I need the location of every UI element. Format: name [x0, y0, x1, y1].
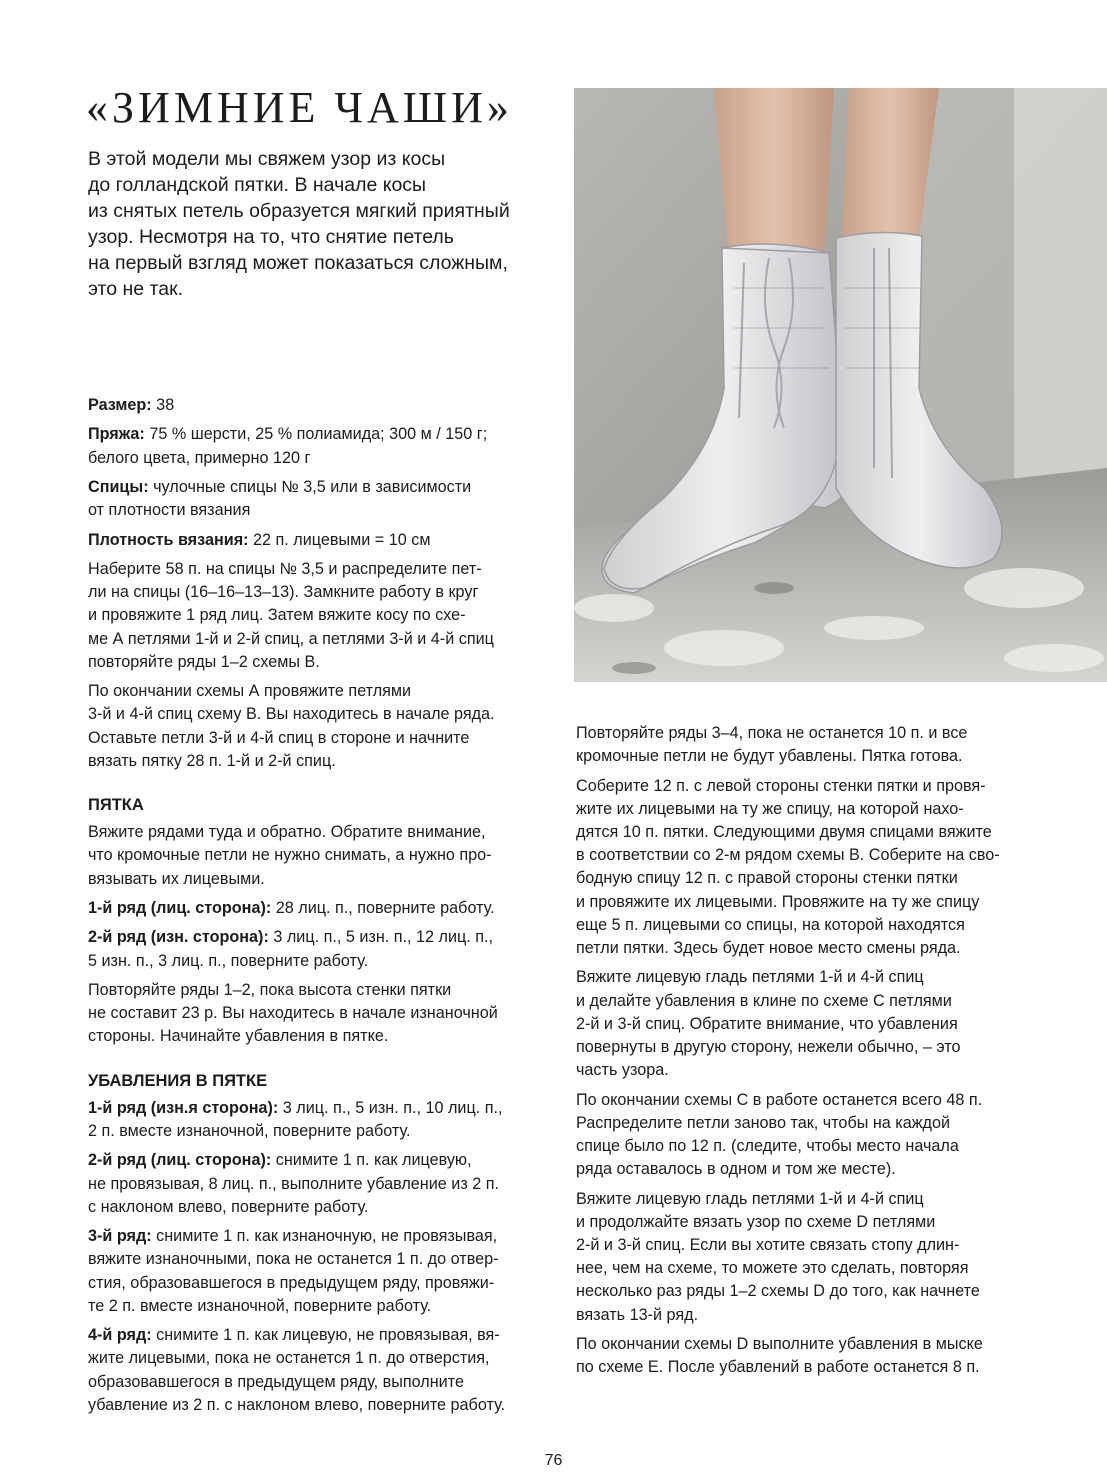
spec-value: 22 п. лицевыми = 10 см — [248, 530, 431, 549]
text-line: и провяжите их лицевыми. Провяжите на ту же спицу — [576, 892, 980, 911]
text-line: Повторяйте ряды 1–2, пока высота стенки пятки — [88, 980, 452, 999]
text-line: петли пятки. Здесь будет новое место смены ряда. — [576, 939, 961, 958]
heel-row-1 — [88, 897, 558, 920]
row-label: 1-й ряд (лиц. сторона): — [88, 898, 272, 917]
text-line: По окончании схемы А провяжите петлями — [88, 682, 412, 701]
intro-line: на первый взгляд может показаться сложным, — [88, 252, 508, 274]
paragraph — [576, 1188, 1036, 1327]
paragraph — [576, 1089, 1036, 1182]
text-line: По окончании схемы С в работе останется всего 48 п. — [576, 1090, 983, 1109]
spacer — [88, 779, 558, 793]
paragraph — [576, 1333, 1036, 1379]
row-text: стия, образовавшегося в предыдущем ряду, провяжи- — [88, 1273, 495, 1292]
decrease-row-1 — [88, 1097, 558, 1143]
row-text: убавление из 2 п. с наклоном влево, поверните работу. — [88, 1395, 506, 1414]
intro-line: это не так. — [88, 278, 184, 300]
row-text: образовавшегося в предыдущем ряду, выполните — [88, 1372, 464, 1391]
text-line: и продолжайте вязать узор по схеме D петлями — [576, 1212, 936, 1231]
text-line: Вяжите рядами туда и обратно. Обратите внимание, — [88, 823, 486, 842]
intro-line: узор. Несмотря на то, что снятие петель — [88, 226, 454, 248]
spec-value: 38 — [151, 396, 175, 414]
intro-line: до голландской пятки. В начале косы — [88, 174, 427, 196]
text-line: стороны. Начинайте убавления в пятке. — [88, 1027, 389, 1046]
row-text: вяжите изнаночными, пока не останется 1 п. до отвер- — [88, 1250, 499, 1269]
text-line: что кромочные петли не нужно снимать, а нужно про- — [88, 846, 492, 865]
text-line: не составит 23 р. Вы находитесь в начале изнаночной — [88, 1004, 498, 1023]
paragraph — [576, 966, 1036, 1082]
paragraph — [576, 722, 1036, 768]
text-line: по схеме Е. После убавлений в работе останется 8 п. — [576, 1358, 980, 1377]
spec-label: Размер: — [88, 396, 152, 414]
spec-yarn — [88, 423, 558, 469]
text-line: ли на спицы (16–16–13–13). Замкните работу в круг — [88, 583, 479, 602]
row-text: снимите 1 п. как лицевую, не провязывая, вя- — [151, 1326, 500, 1345]
row-text: жите лицевыми, пока не останется 1 п. до отверстия, — [88, 1349, 490, 1368]
text-line: ряда оставалось в одном и том же месте). — [576, 1160, 896, 1179]
row-text: 28 лиц. п., поверните работу. — [271, 898, 495, 917]
decrease-row-2 — [88, 1149, 558, 1219]
text-line: часть узора. — [576, 1061, 669, 1080]
row-text: с наклоном влево, поверните работу. — [88, 1197, 369, 1216]
text-line: в соответствии со 2-м рядом схемы В. Соберите на сво- — [576, 846, 1000, 865]
text-line: Соберите 12 п. с левой стороны стенки пятки и провя- — [576, 776, 986, 795]
text-line: и делайте убавления в клине по схеме С петлями — [576, 991, 952, 1010]
row-text: 3 лиц. п., 5 изн. п., 10 лиц. п., — [278, 1098, 503, 1117]
text-line: Распределите петли заново так, чтобы на каждой — [576, 1113, 951, 1132]
row-text: 5 изн. п., 3 лиц. п., поверните работу. — [88, 951, 369, 970]
spec-label: Пряжа: — [88, 425, 145, 444]
intro-line: В этой модели мы свяжем узор из косы — [88, 148, 446, 170]
row-text: 2 п. вместе изнаночной, поверните работу. — [88, 1121, 411, 1140]
text-line: еще 5 п. лицевыми со спицы, на которой находятся — [576, 915, 965, 934]
text-line: вязать 13-й ряд. — [576, 1305, 699, 1324]
row-text: те 2 п. вместе изнаночной, поверните работу. — [88, 1296, 432, 1315]
paragraph — [88, 979, 558, 1049]
row-label: 1-й ряд (изн.я сторона): — [88, 1098, 279, 1117]
spec-label: Спицы: — [88, 477, 149, 496]
text-line: 2-й и 3-й спиц. Обратите внимание, что убавления — [576, 1014, 958, 1033]
paragraph — [576, 775, 1036, 961]
decrease-row-3 — [88, 1225, 558, 1318]
row-label: 4-й ряд: — [88, 1326, 152, 1345]
row-text: 3 лиц. п., 5 изн. п., 12 лиц. п., — [268, 928, 494, 947]
text-line: вязать пятку 28 п. 1-й и 2-й спиц. — [88, 751, 336, 770]
text-line: нее, чем на схеме, то можете это сделать, повторяя — [576, 1259, 969, 1278]
text-line: кромочные петли не будут убавлены. Пятка готова. — [576, 747, 963, 766]
paragraph — [88, 680, 558, 773]
text-line: вязывать их лицевыми. — [88, 869, 265, 888]
spec-label: Плотность вязания: — [88, 530, 249, 549]
decrease-row-4 — [88, 1324, 558, 1417]
text-line: ме А петлями 1-й и 2-й спиц, а петлями 3-й и 4-й спиц — [88, 629, 494, 648]
paragraph — [88, 558, 558, 674]
spec-value: чулочные спицы № 3,5 или в зависимости — [148, 477, 472, 496]
spec-value: от плотности вязания — [88, 501, 251, 520]
text-line: 3-й и 4-й спиц схему В. Вы находитесь в начале ряда. — [88, 705, 495, 724]
intro-line: из снятых петель образуется мягкий приятный — [88, 200, 510, 222]
text-line: жите их лицевыми на ту же спицу, на которой нахо- — [576, 799, 964, 818]
knitted-socks-photo — [574, 88, 1107, 682]
text-line: 2-й и 3-й спиц. Если вы хотите связать стопу длин- — [576, 1236, 960, 1255]
row-text: снимите 1 п. как лицевую, — [271, 1151, 472, 1170]
text-line: По окончании схемы D выполните убавления в мыске — [576, 1335, 983, 1354]
row-label: 3-й ряд: — [88, 1227, 152, 1246]
text-line: дятся 10 п. пятки. Следующими двумя спицами вяжите — [576, 823, 992, 841]
row-label: 2-й ряд (лиц. сторона): — [88, 1151, 272, 1170]
row-label: 2-й ряд (изн. сторона): — [88, 928, 269, 947]
section-heading-heel: ПЯТКА — [88, 796, 144, 815]
paragraph — [88, 821, 558, 891]
heel-row-2 — [88, 926, 558, 972]
text-line: и провяжите 1 ряд лиц. Затем вяжите косу по схе- — [88, 606, 466, 625]
text-line: Наберите 58 п. на спицы № 3,5 и распределите пет- — [88, 559, 482, 578]
text-line: повернуты в другую сторону, нежели обычно, – это — [576, 1038, 961, 1057]
spec-gauge — [88, 529, 558, 552]
page-number: 76 — [544, 1452, 563, 1469]
spec-value: белого цвета, примерно 120 г — [88, 448, 311, 467]
right-column — [576, 722, 1036, 1386]
photo-illustration — [574, 88, 1107, 682]
spec-size — [88, 394, 558, 417]
spec-needles — [88, 476, 558, 522]
section-heading-decrease: УБАВЛЕНИЯ В ПЯТКЕ — [88, 1071, 268, 1090]
text-line: несколько раз ряды 1–2 схемы D до того, как начнете — [576, 1282, 980, 1301]
text-line: Оставьте петли 3-й и 4-й спиц в стороне и начните — [88, 728, 470, 747]
text-line: Повторяйте ряды 3–4, пока не останется 10 п. и все — [576, 724, 968, 742]
row-text: снимите 1 п. как изнаночную, не провязывая, — [151, 1227, 498, 1246]
spacer — [88, 1055, 558, 1069]
page-title: «ЗИМНИЕ ЧАШИ» — [86, 83, 513, 132]
left-column — [88, 394, 558, 1423]
row-text: не провязывая, 8 лиц. п., выполните убавление из 2 п. — [88, 1174, 500, 1193]
text-line: бодную спицу 12 п. с правой стороны стенки пятки — [576, 869, 958, 888]
text-line: спице было по 12 п. (следите, чтобы место начала — [576, 1137, 959, 1156]
spec-value: 75 % шерсти, 25 % полиамида; 300 м / 150 г; — [144, 425, 488, 444]
text-line: Вяжите лицевую гладь петлями 1-й и 4-й спиц — [576, 968, 924, 987]
text-line: Вяжите лицевую гладь петлями 1-й и 4-й спиц — [576, 1189, 924, 1208]
text-line: повторяйте ряды 1–2 схемы В. — [88, 652, 320, 671]
intro-text — [88, 146, 558, 302]
